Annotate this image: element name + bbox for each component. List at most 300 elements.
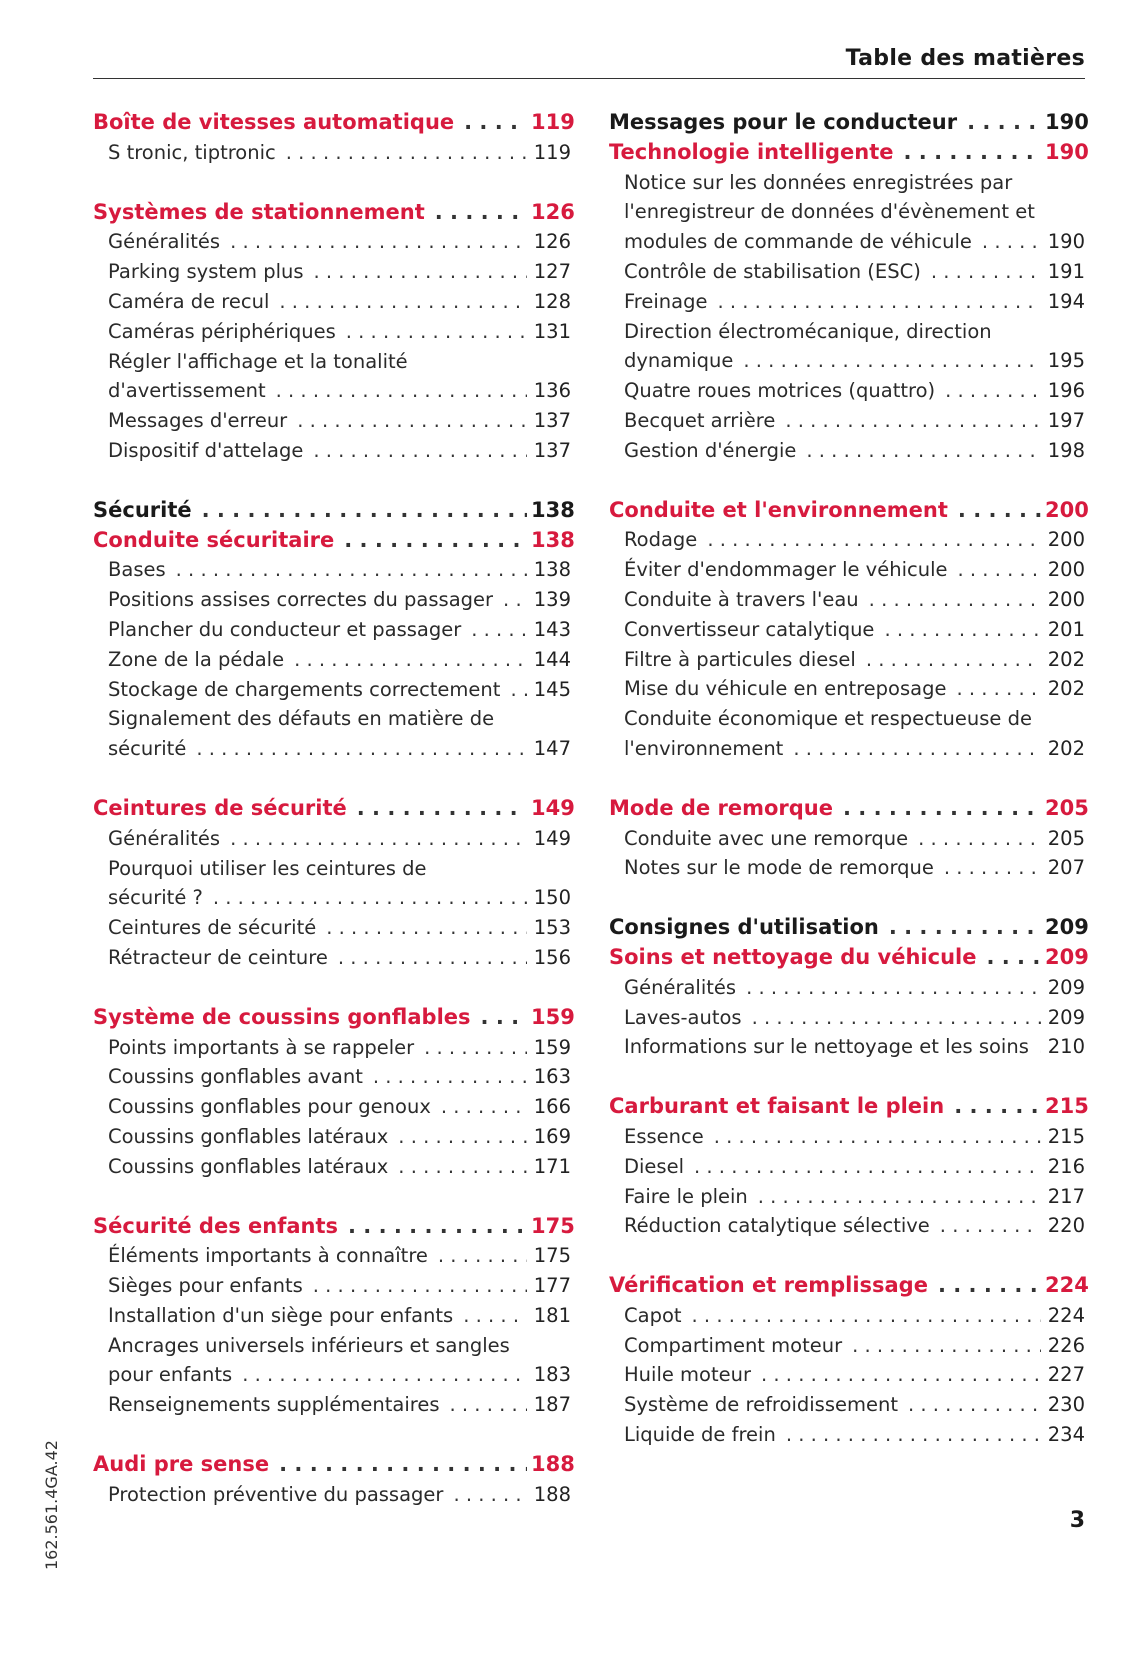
- toc-page-number: 205: [1045, 795, 1089, 820]
- toc-entry[interactable]: [93, 287, 571, 317]
- dot-leader: [692, 1301, 1041, 1331]
- dot-leader: [908, 1390, 1041, 1420]
- toc-entry-title: Conduite économique et respectueuse de: [624, 707, 1032, 731]
- toc-entry-title: Stockage de chargements correctement: [108, 677, 501, 701]
- toc-page-number: 195: [1047, 349, 1085, 373]
- toc-page-number: 202: [1047, 736, 1085, 760]
- toc-page-number: 126: [533, 230, 571, 254]
- toc-entry[interactable]: [93, 257, 571, 287]
- dot-leader: [717, 287, 1041, 317]
- dot-leader: [694, 1152, 1041, 1182]
- toc-entry-title: Renseignements supplémentaires: [108, 1393, 440, 1417]
- toc-page-number: 145: [533, 677, 571, 701]
- toc-entry[interactable]: [93, 913, 571, 943]
- dot-leader: [785, 406, 1041, 436]
- toc-entry[interactable]: [609, 1152, 1085, 1182]
- toc-entry[interactable]: [609, 1182, 1085, 1212]
- toc-page-number: 190: [1047, 230, 1085, 254]
- toc-entry-title: Vérification et remplissage: [609, 1273, 928, 1298]
- toc-entry-title: d'avertissement: [108, 379, 266, 403]
- toc-entry-title: Éviter d'endommager le véhicule: [624, 558, 948, 582]
- toc-entry[interactable]: [93, 704, 571, 734]
- toc-entry[interactable]: [609, 227, 1085, 257]
- dot-leader: [843, 794, 1041, 824]
- dot-leader: [743, 346, 1041, 376]
- toc-entry[interactable]: [93, 376, 571, 406]
- toc-entry[interactable]: [609, 1032, 1085, 1062]
- toc-entry-title: sécurité: [108, 737, 187, 761]
- toc-entry[interactable]: [609, 168, 1085, 198]
- toc-entry-title: l'environnement: [624, 736, 784, 760]
- toc-entry[interactable]: [93, 227, 571, 257]
- dot-leader: [373, 1062, 527, 1092]
- toc-entry[interactable]: [609, 1211, 1085, 1241]
- toc-entry[interactable]: [609, 1301, 1085, 1331]
- toc-entry[interactable]: [609, 734, 1085, 764]
- dot-leader: [297, 406, 527, 436]
- toc-entry[interactable]: [93, 1152, 571, 1182]
- toc-entry[interactable]: [93, 1480, 571, 1510]
- toc-entry-title: Coussins gonflables avant: [108, 1065, 363, 1089]
- toc-entry-title: Notes sur le mode de remorque: [624, 856, 934, 880]
- toc-chapter-entry[interactable]: [93, 198, 575, 228]
- dot-leader: [884, 615, 1041, 645]
- page-number: 3: [1069, 1508, 1085, 1533]
- dot-leader: [176, 555, 527, 585]
- toc-entry[interactable]: [93, 406, 571, 436]
- dot-leader: [314, 257, 527, 287]
- toc-page-number: 177: [533, 1274, 571, 1298]
- toc-chapter-entry[interactable]: [93, 108, 575, 138]
- dot-leader: [986, 943, 1041, 973]
- dot-leader: [338, 943, 527, 973]
- toc-page-number: 138: [533, 558, 571, 582]
- dot-leader: [510, 675, 527, 705]
- toc-entry-title: Messages d'erreur: [108, 409, 288, 433]
- toc-page-number: 224: [1045, 1273, 1089, 1298]
- toc-entry-title: Sécurité des enfants: [93, 1213, 338, 1238]
- dot-leader: [958, 555, 1042, 585]
- toc-entry-title: Caméras périphériques: [108, 319, 336, 343]
- toc-right-column: [609, 108, 1089, 1450]
- toc-entry-title: Caméra de recul: [108, 289, 270, 313]
- toc-page-number: 216: [1047, 1154, 1085, 1178]
- toc-entry[interactable]: [609, 346, 1085, 376]
- dot-leader: [286, 138, 527, 168]
- toc-chapter-entry[interactable]: [93, 1450, 575, 1480]
- toc-page-number: 187: [533, 1393, 571, 1417]
- dot-leader: [276, 376, 527, 406]
- toc-page-number: 143: [533, 617, 571, 641]
- toc-entry-title: S tronic, tiptronic: [108, 140, 276, 164]
- toc-entry[interactable]: [609, 436, 1085, 466]
- toc-page-number: 209: [1047, 975, 1085, 999]
- toc-entry[interactable]: [609, 287, 1085, 317]
- dot-leader: [398, 1122, 527, 1152]
- dot-leader: [279, 1450, 527, 1480]
- toc-entry[interactable]: [93, 138, 571, 168]
- toc-page-number: 202: [1047, 647, 1085, 671]
- dot-leader: [450, 1390, 528, 1420]
- dot-leader: [852, 1331, 1041, 1361]
- dot-leader: [346, 317, 527, 347]
- toc-entry[interactable]: [93, 1241, 571, 1271]
- toc-entry[interactable]: [609, 645, 1085, 675]
- toc-entry[interactable]: [609, 1331, 1085, 1361]
- dot-leader: [202, 496, 527, 526]
- toc-page-number: 171: [533, 1154, 571, 1178]
- toc-chapter-entry[interactable]: [93, 794, 575, 824]
- toc-page-number: 202: [1047, 677, 1085, 701]
- toc-entry-title: Capot: [624, 1303, 682, 1327]
- toc-entry-title: Installation d'un siège pour enfants: [108, 1303, 454, 1327]
- toc-entry-title: Mise du véhicule en entreposage: [624, 677, 947, 701]
- dot-leader: [348, 1212, 527, 1242]
- toc-page-number: 200: [1047, 587, 1085, 611]
- toc-entry-title: Becquet arrière: [624, 408, 776, 432]
- toc-entry-title: Systèmes de stationnement: [93, 199, 425, 224]
- dot-leader: [230, 824, 527, 854]
- toc-entry-title: Laves-autos: [624, 1005, 742, 1029]
- toc-entry-title: Filtre à particules diesel: [624, 647, 856, 671]
- toc-entry-title: Consignes d'utilisation: [609, 915, 879, 940]
- toc-entry[interactable]: [93, 883, 571, 913]
- toc-page-number: 190: [1045, 110, 1089, 134]
- toc-entry-title: Bases: [108, 558, 166, 582]
- dot-leader: [931, 257, 1041, 287]
- toc-entry-title: Huile moteur: [624, 1363, 751, 1387]
- dot-leader: [196, 734, 527, 764]
- toc-entry-title: Ancrages universels inférieurs et sangles: [108, 1333, 510, 1357]
- toc-entry[interactable]: [609, 1390, 1085, 1420]
- dot-leader: [889, 913, 1041, 943]
- toc-entry-title: Conduite sécuritaire: [93, 527, 335, 552]
- toc-entry[interactable]: [609, 197, 1085, 227]
- toc-entry[interactable]: [609, 555, 1085, 585]
- dot-leader: [714, 1122, 1041, 1152]
- toc-page-number: 209: [1045, 915, 1089, 940]
- dot-leader: [944, 853, 1041, 883]
- dot-leader: [230, 227, 527, 257]
- toc-page-number: 131: [533, 319, 571, 343]
- toc-entry-title: Conduite et l'environnement: [609, 497, 948, 522]
- dot-leader: [463, 1301, 527, 1331]
- toc-entry[interactable]: [93, 1033, 571, 1063]
- dot-leader: [357, 794, 527, 824]
- toc-entry[interactable]: [609, 1003, 1085, 1033]
- toc-entry[interactable]: [93, 1271, 571, 1301]
- toc-page-number: 137: [533, 438, 571, 462]
- toc-entry[interactable]: [93, 1092, 571, 1122]
- toc-entry-title: Freinage: [624, 289, 708, 313]
- document-code-text: 162.561.4GA.42: [42, 1440, 61, 1570]
- dot-leader: [398, 1152, 527, 1182]
- toc-entry[interactable]: [609, 406, 1085, 436]
- toc-entry[interactable]: [93, 1062, 571, 1092]
- toc-page-number: 226: [1047, 1333, 1085, 1357]
- toc-entry[interactable]: [93, 615, 571, 645]
- dot-leader: [503, 585, 527, 615]
- toc-entry[interactable]: [93, 317, 571, 347]
- toc-entry[interactable]: [609, 674, 1085, 704]
- toc-entry[interactable]: [609, 317, 1085, 347]
- toc-entry-title: Contrôle de stabilisation (ESC): [624, 259, 921, 283]
- dot-leader: [1039, 1032, 1041, 1062]
- dot-leader: [918, 824, 1041, 854]
- toc-page-number: 119: [533, 140, 571, 164]
- toc-chapter-entry[interactable]: [609, 943, 1089, 973]
- toc-entry[interactable]: [93, 645, 571, 675]
- toc-entry-title: Compartiment moteur: [624, 1333, 843, 1357]
- toc-chapter-entry[interactable]: [609, 138, 1089, 168]
- toc-page-number: 136: [533, 379, 571, 403]
- toc-entry[interactable]: [609, 257, 1085, 287]
- page-header-title: Table des matières: [845, 46, 1085, 71]
- dot-leader: [279, 287, 527, 317]
- toc-page-number: 217: [1047, 1184, 1085, 1208]
- toc-entry-title: Ceintures de sécurité: [108, 916, 317, 940]
- toc-entry-title: Système de refroidissement: [624, 1393, 898, 1417]
- dot-leader: [904, 138, 1042, 168]
- toc-entry[interactable]: [609, 704, 1085, 734]
- dot-leader: [982, 227, 1041, 257]
- toc-entry[interactable]: [93, 1301, 571, 1331]
- toc-page-number: 209: [1047, 1005, 1085, 1029]
- toc-page-number: 230: [1047, 1393, 1085, 1417]
- dot-leader: [967, 108, 1041, 138]
- toc-entry-title: l'enregistreur de données d'évènement et: [624, 200, 1035, 224]
- header-divider: [93, 78, 1085, 79]
- toc-page-number: 227: [1047, 1363, 1085, 1387]
- toc-entry-title: Système de coussins gonflables: [93, 1004, 471, 1029]
- toc-entry[interactable]: [609, 376, 1085, 406]
- toc-entry-title: sécurité ?: [108, 886, 203, 910]
- toc-chapter-entry[interactable]: [609, 794, 1089, 824]
- toc-page-number: 169: [533, 1124, 571, 1148]
- toc-entry[interactable]: [93, 1360, 571, 1390]
- toc-page-number: 200: [1047, 558, 1085, 582]
- toc-entry-title: Protection préventive du passager: [108, 1482, 444, 1506]
- toc-chapter-entry[interactable]: [609, 1092, 1089, 1122]
- toc-page-number: 175: [533, 1244, 571, 1268]
- toc-entry-title: Sièges pour enfants: [108, 1274, 303, 1298]
- toc-page-number: 201: [1047, 617, 1085, 641]
- toc-page-number: 127: [533, 260, 571, 284]
- toc-page-number: 128: [533, 289, 571, 313]
- dot-leader: [313, 1271, 527, 1301]
- toc-entry-title: Généralités: [624, 975, 737, 999]
- toc-page-number: 163: [533, 1065, 571, 1089]
- toc-entry-title: Réduction catalytique sélective: [624, 1214, 930, 1238]
- toc-chapter-entry[interactable]: [609, 1271, 1089, 1301]
- toc-chapter-entry[interactable]: [93, 1212, 575, 1242]
- toc-page-number: 210: [1047, 1035, 1085, 1059]
- toc-page-number: 234: [1047, 1423, 1085, 1447]
- toc-entry-title: Points importants à se rappeler: [108, 1035, 415, 1059]
- toc-page-number: 188: [533, 1482, 571, 1506]
- toc-entry[interactable]: [609, 973, 1085, 1003]
- toc-entry[interactable]: [609, 824, 1085, 854]
- toc-entry-title: dynamique: [624, 349, 734, 373]
- toc-page-number: 149: [531, 795, 575, 820]
- toc-entry-title: Mode de remorque: [609, 795, 833, 820]
- toc-entry-title: modules de commande de véhicule: [624, 230, 972, 254]
- dot-leader: [213, 883, 527, 913]
- dot-leader: [956, 674, 1041, 704]
- dot-leader: [464, 108, 527, 138]
- toc-entry[interactable]: [609, 1420, 1085, 1450]
- toc-entry[interactable]: [609, 1122, 1085, 1152]
- toc-page-number: 181: [533, 1303, 571, 1327]
- dot-leader: [958, 496, 1041, 526]
- dot-leader: [481, 1003, 527, 1033]
- toc-page-number: 224: [1047, 1303, 1085, 1327]
- toc-page-number: 196: [1047, 379, 1085, 403]
- toc-entry[interactable]: [93, 1390, 571, 1420]
- toc-entry-title: Généralités: [108, 230, 221, 254]
- toc-page-number: 150: [533, 886, 571, 910]
- toc-entry-title: Éléments importants à connaître: [108, 1244, 428, 1268]
- dot-leader: [435, 198, 527, 228]
- toc-entry[interactable]: [93, 854, 571, 884]
- toc-entry-title: Ceintures de sécurité: [93, 795, 347, 820]
- toc-entry-title: Quatre roues motrices (quattro): [624, 379, 936, 403]
- dot-leader: [758, 1182, 1041, 1212]
- toc-chapter-entry[interactable]: [609, 496, 1089, 526]
- dot-leader: [746, 973, 1041, 1003]
- toc-entry-title: Parking system plus: [108, 260, 304, 284]
- toc-entry-title: Zone de la pédale: [108, 647, 285, 671]
- toc-entry[interactable]: [609, 1360, 1085, 1390]
- dot-leader: [945, 376, 1041, 406]
- toc-entry-title: Généralités: [108, 826, 221, 850]
- dot-leader: [424, 1033, 527, 1063]
- toc-entry-title: Direction électromécanique, direction: [624, 319, 992, 343]
- dot-leader: [313, 436, 527, 466]
- toc-page-number: 205: [1047, 826, 1085, 850]
- toc-entry-title: Technologie intelligente: [609, 139, 894, 164]
- toc-page-number: 156: [533, 945, 571, 969]
- toc-entry-title: Conduite avec une remorque: [624, 826, 909, 850]
- toc-entry-title: Dispositif d'attelage: [108, 438, 304, 462]
- toc-entry-title: Coussins gonflables latéraux: [108, 1154, 389, 1178]
- toc-page-number: 138: [531, 497, 575, 522]
- dot-leader: [793, 734, 1041, 764]
- dot-leader: [869, 585, 1041, 615]
- toc-chapter-entry[interactable]: [609, 913, 1089, 943]
- toc-page-number: 159: [533, 1035, 571, 1059]
- toc-entry-title: Coussins gonflables pour genoux: [108, 1095, 431, 1119]
- toc-entry[interactable]: [609, 585, 1085, 615]
- toc-entry[interactable]: [609, 525, 1085, 555]
- toc-page-number: 220: [1047, 1214, 1085, 1238]
- toc-entry[interactable]: [93, 585, 571, 615]
- toc-entry[interactable]: [609, 853, 1085, 883]
- toc-entry-title: Coussins gonflables latéraux: [108, 1124, 389, 1148]
- toc-page-number: 166: [533, 1095, 571, 1119]
- toc-entry-title: Plancher du conducteur et passager: [108, 617, 462, 641]
- toc-entry[interactable]: [93, 555, 571, 585]
- toc-page-number: 188: [531, 1452, 575, 1477]
- toc-entry[interactable]: [93, 347, 571, 377]
- toc-entry[interactable]: [93, 943, 571, 973]
- toc-entry-title: Audi pre sense: [93, 1452, 270, 1477]
- toc-entry-title: Soins et nettoyage du véhicule: [609, 944, 977, 969]
- toc-page-number: 215: [1045, 1094, 1089, 1119]
- toc-entry[interactable]: [93, 824, 571, 854]
- toc-page-number: 144: [533, 647, 571, 671]
- dot-leader: [866, 645, 1041, 675]
- toc-chapter-entry[interactable]: [93, 526, 575, 556]
- dot-leader: [453, 1480, 527, 1510]
- toc-entry[interactable]: [609, 615, 1085, 645]
- toc-left-column: [93, 108, 575, 1510]
- toc-entry-title: Conduite à travers l'eau: [624, 587, 859, 611]
- toc-entry[interactable]: [93, 1331, 571, 1361]
- toc-entry-title: pour enfants: [108, 1363, 233, 1387]
- toc-page-number: 175: [531, 1213, 575, 1238]
- toc-entry-title: Carburant et faisant le plein: [609, 1094, 945, 1119]
- toc-entry-title: Pourquoi utiliser les ceintures de: [108, 856, 427, 880]
- dot-leader: [326, 913, 527, 943]
- toc-chapter-entry[interactable]: [93, 496, 575, 526]
- toc-page-number: 190: [1045, 139, 1089, 164]
- toc-page-number: 147: [533, 737, 571, 761]
- toc-entry[interactable]: [93, 734, 571, 764]
- dot-leader: [707, 525, 1041, 555]
- toc-chapter-entry[interactable]: [93, 1003, 575, 1033]
- toc-page-number: 149: [533, 826, 571, 850]
- toc-entry-title: Rodage: [624, 528, 698, 552]
- toc-entry-title: Diesel: [624, 1154, 685, 1178]
- dot-leader: [752, 1003, 1041, 1033]
- toc-page-number: 209: [1045, 944, 1089, 969]
- toc-page-number: 159: [531, 1004, 575, 1029]
- toc-page-number: 153: [533, 916, 571, 940]
- toc-page-number: 197: [1047, 408, 1085, 432]
- toc-entry-title: Signalement des défauts en matière de: [108, 707, 495, 731]
- dot-leader: [294, 645, 527, 675]
- toc-entry-title: Rétracteur de ceinture: [108, 945, 328, 969]
- dot-leader: [242, 1360, 527, 1390]
- toc-page-number: 137: [533, 409, 571, 433]
- toc-page-number: 215: [1047, 1124, 1085, 1148]
- dot-leader: [954, 1092, 1041, 1122]
- toc-entry[interactable]: [93, 436, 571, 466]
- toc-entry[interactable]: [93, 1122, 571, 1152]
- toc-entry-title: Régler l'affichage et la tonalité: [108, 349, 408, 373]
- toc-page-number: 200: [1047, 528, 1085, 552]
- dot-leader: [441, 1092, 527, 1122]
- toc-page-number: 191: [1047, 259, 1085, 283]
- dot-leader: [438, 1241, 527, 1271]
- toc-page-number: 183: [533, 1363, 571, 1387]
- dot-leader: [786, 1420, 1041, 1450]
- toc-entry-title: Convertisseur catalytique: [624, 617, 875, 641]
- toc-entry-title: Faire le plein: [624, 1184, 748, 1208]
- toc-chapter-entry[interactable]: [609, 108, 1089, 138]
- toc-page-number: 198: [1047, 438, 1085, 462]
- dot-leader: [938, 1271, 1041, 1301]
- toc-entry-title: Gestion d'énergie: [624, 438, 797, 462]
- toc-entry-title: Sécurité: [93, 497, 192, 522]
- dot-leader: [940, 1211, 1041, 1241]
- toc-page-number: 138: [531, 527, 575, 552]
- toc-page-number: 200: [1045, 497, 1089, 522]
- toc-entry[interactable]: [93, 675, 571, 705]
- toc-entry-title: Messages pour le conducteur: [609, 110, 958, 134]
- dot-leader: [344, 526, 527, 556]
